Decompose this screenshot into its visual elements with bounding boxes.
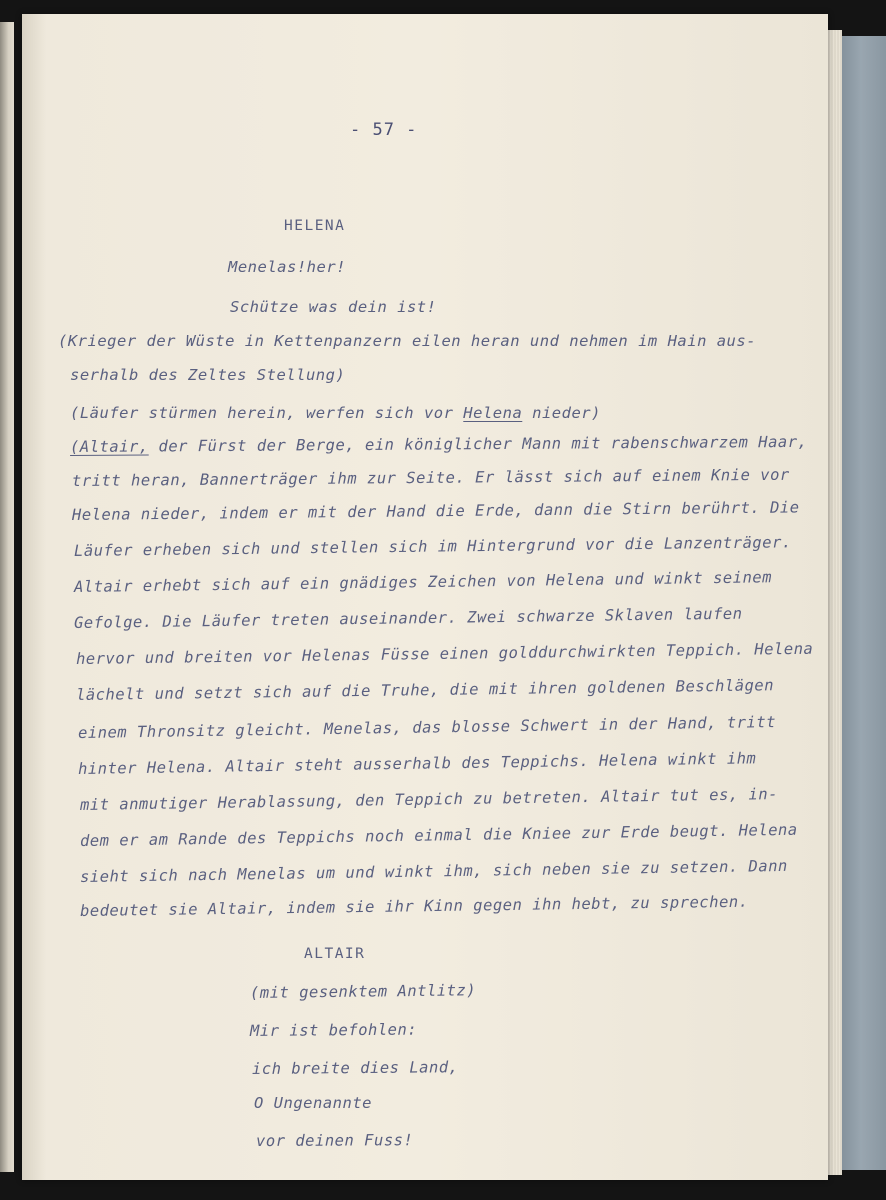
stage-direction-3-line-8: lächelt und setzt sich auf die Truhe, die mit ihren goldenen Beschlägen [75,676,775,704]
stage-direction-3-line-3: Helena nieder, indem er mit der Hand die Erde, dann die Stirn berührt. Die [71,498,800,524]
altair-line-1: (mit gesenktem Antlitz) [249,981,477,1002]
stage-direction-3-line-12: dem er am Rande des Teppichs noch einmal die Kniee zur Erde beugt. Helena [79,820,798,850]
stage-direction-3-line-6: Gefolge. Die Läufer treten auseinander. Zwei schwarze Sklaven laufen [73,604,743,632]
helena-line-2: Schütze was dein ist! [230,298,437,316]
stage-2-name: Helena [463,404,523,422]
stage-3-line-1-rest: der Fürst der Berge, ein königlicher Mann mit rabenschwarzem Haar, [148,432,808,456]
stage-direction-2 [70,404,601,422]
altair-line-2: Mir ist befohlen: [249,1020,418,1040]
helena-line-1: Menelas!her! [228,258,346,276]
stage-direction-3-line-7: hervor und breiten vor Helenas Füsse einen golddurchwirkten Teppich. Helena [75,639,814,668]
stage-direction-3-line-10: hinter Helena. Altair steht ausserhalb des Teppichs. Helena winkt ihm [77,749,757,778]
stage-2-prefix: (Läufer stürmen herein, werfen sich vor [70,404,464,422]
altair-line-5: vor deinen Fuss! [255,1131,414,1150]
stage-direction-3-line-2: tritt heran, Bannerträger ihm zur Seite. Er lässt sich auf einem Knie vor [71,465,790,490]
stage-direction-3-line-14: bedeutet sie Altair, indem sie ihr Kinn gegen ihn hebt, zu sprechen. [79,892,749,920]
stage-2-suffix: nieder) [522,404,601,422]
altair-line-3: ich breite dies Land, [251,1058,459,1078]
stage-direction-3-line-9: einem Thronsitz gleicht. Menelas, das blosse Schwert in der Hand, tritt [77,713,777,742]
page-number: - 57 - [350,120,418,140]
altair-line-4: O Ungenannte [254,1094,372,1112]
speaker-altair: ALTAIR [304,946,366,962]
stage-direction-3-line-1 [70,433,807,456]
book-cover-edge [836,36,886,1170]
stage-direction-3-line-5: Altair erhebt sich auf ein gnädiges Zeichen von Helena und winkt seinem [73,568,773,596]
speaker-helena: HELENA [284,218,346,234]
stage-3-name: (Altair, [69,437,149,456]
facing-page-edge [0,22,14,1172]
stage-direction-3-line-11: mit anmutiger Herablassung, den Teppich zu betreten. Altair tut es, in- [79,785,779,814]
stage-direction-3-line-4: Läufer erheben sich und stellen sich im Hintergrund vor die Lanzenträger. [73,533,792,560]
typescript-page [22,14,828,1180]
stage-direction-3-line-13: sieht sich nach Menelas um und winkt ihm, sich neben sie zu setzen. Dann [79,856,788,886]
stage-direction-1-line-2: serhalb des Zeltes Stellung) [70,366,346,384]
stage-direction-1-line-1: (Krieger der Wüste in Kettenpanzern eilen heran und nehmen im Hain aus- [58,332,757,350]
